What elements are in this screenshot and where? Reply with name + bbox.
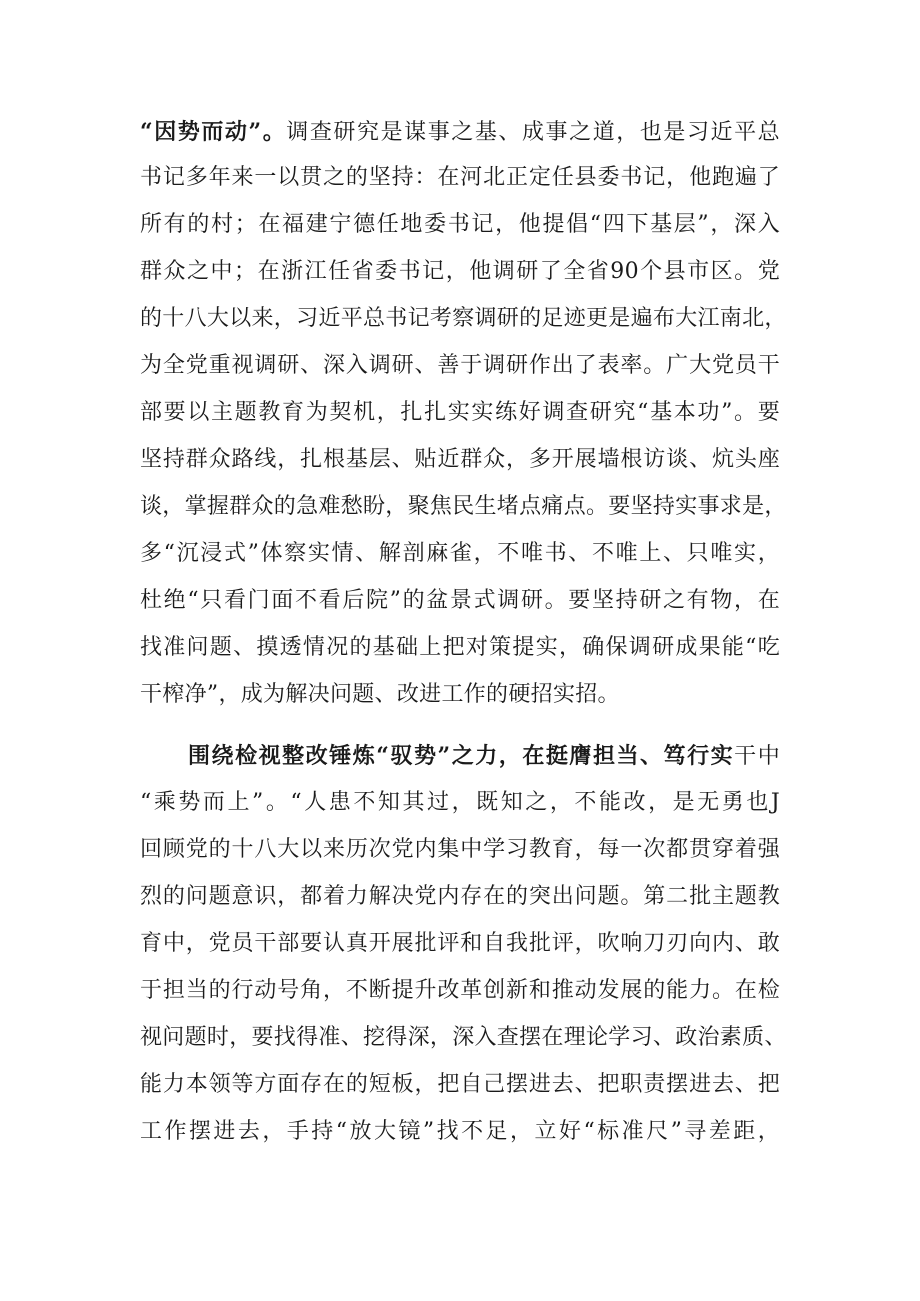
bold-lead: 围绕检视整改锤炼“驭势”之力，在挺膺担当、笃行实 xyxy=(188,743,735,769)
text-line: 书记多年来一以贯之的坚持：在河北正定任县委书记，他跑遍了 xyxy=(140,165,780,190)
text-line: 围绕检视整改锤炼“驭势”之力，在挺膺担当、笃行实干中 xyxy=(188,743,780,769)
text-line: 育中，党员干部要认真开展批评和自我批评，吹响刀刃向内、敢 xyxy=(140,931,780,956)
text-line: 为全党重视调研、深入调研、善于调研作出了表率。广大党员干 xyxy=(140,353,780,378)
text-line: 能力本领等方面存在的短板，把自己摆进去、把职责摆进去、把 xyxy=(140,1072,780,1097)
text-line: 所有的村；在福建宁德任地委书记，他提倡“四下基层”，深入 xyxy=(140,212,780,237)
text-line: “乘势而上”。“人患不知其过，既知之，不能改，是无勇也J xyxy=(140,790,780,815)
bold-lead: “因势而动”。 xyxy=(140,119,287,145)
text-line: 部要以主题教育为契机，扎扎实实练好调查研究“基本功”。要 xyxy=(140,400,780,425)
text-line: 回顾党的十八大以来历次党内集中学习教育，每一次都贯穿着强 xyxy=(140,837,780,862)
text-line: 视问题时，要找得准、挖得深，深入查摆在理论学习、政治素质、 xyxy=(140,1025,787,1050)
text-line: 烈的问题意识，都着力解决党内存在的突出问题。第二批主题教 xyxy=(140,884,780,909)
text-line: 干榨净”，成为解决问题、改进工作的硬招实招。 xyxy=(140,682,620,707)
text-line: 多“沉浸式”体察实情、解剖麻雀，不唯书、不唯上、只唯实， xyxy=(140,541,780,566)
text-line: 坚持群众路线，扎根基层、贴近群众，多开展墙根访谈、炕头座 xyxy=(140,447,780,472)
text-line: 谈，掌握群众的急难愁盼，聚焦民生堵点痛点。要坚持实事求是， xyxy=(140,494,787,519)
text-line: 找准问题、摸透情况的基础上把对策提实，确保调研成果能“吃 xyxy=(140,635,780,660)
text-line: 的十八大以来，习近平总书记考察调研的足迹更是遍布大江南北， xyxy=(140,306,787,331)
text-line: 杜绝“只看门面不看后院”的盆景式调研。要坚持研之有物，在 xyxy=(140,588,780,613)
text-line: 群众之中；在浙江任省委书记，他调研了全省90个县市区。党 xyxy=(140,259,780,284)
text-line: 于担当的行动号角，不断提升改革创新和推动发展的能力。在检 xyxy=(140,978,780,1003)
text-line: “因势而动”。调查研究是谋事之基、成事之道，也是习近平总 xyxy=(140,119,780,145)
text-line: 工作摆进去，手持“放大镜”找不足，立好“标准尺”寻差距， xyxy=(140,1119,780,1144)
